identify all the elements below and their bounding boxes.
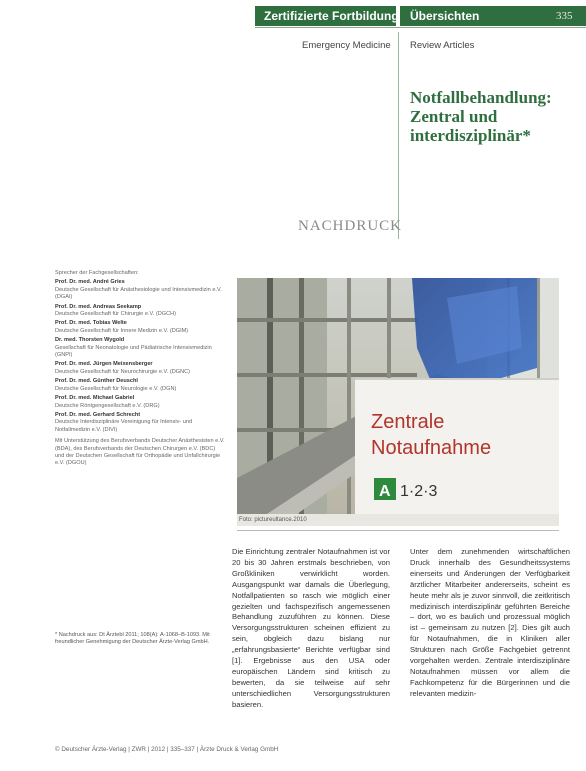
reprint-stamp: NACHDRUCK [298, 218, 403, 234]
column-divider [398, 32, 399, 239]
author-entry: Prof. Dr. med. Jürgen Meixensberger Deutsche Gesellschaft für Neurochirurgie e.V. (DGNC) [55, 361, 191, 375]
author-entry: Dr. med. Thorsten Wygold Gesellschaft für Neonatologie und Pädiatrische Intensivmedizin (GNPI) [55, 337, 212, 359]
sign-letter: A [379, 483, 391, 500]
author-entry: Prof. Dr. med. Tobias Welte Deutsche Gesellschaft für Innere Medizin e.V. (DGIM) [55, 320, 189, 334]
author-heading: Sprecher der Fachgesellschaften: [55, 270, 139, 276]
author-entry: Prof. Dr. med. Gerhard Schrecht Deutsche Interdisziplinäre Vereinigung für Intensiv- und Notfallmedizin e.V. (DIVI) [55, 411, 193, 433]
author-entry: Prof. Dr. med. Michael Gabriel Deutsche Röntgengesellschaft e.V. (DRG) [55, 395, 160, 409]
page-footer: © Deutscher Ärzte-Verlag | ZWR | 2012 | 335–337 | Ärzte Druck & Verlag GmbH [55, 746, 279, 753]
support-note: Mit Unterstützung des Berufsverbands Deutscher Anästhesisten e.V. (BDA), des Berufsverbands der Deutschen Chirurgen e.V. (BDC) und der Deutschen Gesellschaft für Orthopädie und Unfallchirurgie e.V. (DGOU) [55, 438, 225, 467]
author-list [55, 270, 225, 468]
author-entry: Prof. Dr. med. Andreas Seekamp Deutsche Gesellschaft für Chirurgie e.V. (DGCH) [55, 303, 177, 318]
page-header [0, 0, 586, 28]
sign-text-line2: Notaufnahme [371, 437, 492, 459]
photo-illustration [237, 278, 559, 514]
photo-caption: Foto: pictureultance.2010 [237, 514, 559, 526]
caption-rule [237, 530, 559, 531]
author-entry: Prof. Dr. med. André Gries Deutsche Gesellschaft für Anästhesiologie und Intensivmedizin e.V. (DGAI) [55, 279, 222, 301]
article-photo [237, 278, 559, 514]
author-entry: Prof. Dr. med. Günther Deuschl Deutsche Gesellschaft für Neurologie e.V. (DGN) [55, 378, 177, 392]
page-number: 335 [556, 10, 573, 22]
subheader-english: Emergency Medicine [302, 40, 391, 51]
body-column-2: Unter dem zunehmenden wirtschaftlichen Druck innerhalb des Gesundheitssystems einerseits und Änderungen der Verfügbarkeit ärztlicher Mitarbeiter andererseits, scheint es heute mehr als je zuvor sinnvoll, die zeitkritisch medizinisch interdisziplinär geführten Bereiche – dort, wo es baulich und prozessual möglich ist – gemeinsam zu nutzen [2]. Dies gilt auch für Notaufnahmen, die in Kliniken aller Strukturen nach Größe Fachgebiet getrennt vorgehalten werden. Zentrale interdisziplinäre Notaufnahmen müssen vor allem die Fachkompetenz für die Bürgerinnen und die relevanten medizin- [410, 547, 570, 698]
header-rule [255, 27, 586, 28]
section-label-left: Zertifizierte Fortbildung [264, 9, 399, 23]
footnote: * Nachdruck aus: Dt Ärztebl 2011; 108(A): A-1068–B-1093. Mit freundlicher Genehmigung der Deutscher Ärzte-Verlag GmbH. [55, 632, 210, 646]
sign-numbers: 1·2·3 [400, 483, 438, 500]
article-title: Notfallbehandlung: Zentral und interdisziplinär* [410, 88, 552, 145]
section-label-right: Übersichten [410, 9, 480, 23]
sign-text-line1: Zentrale [371, 411, 445, 433]
body-column-1: Die Einrichtung zentraler Notaufnahmen ist vor 20 bis 30 Jahren erstmals beschrieben, von Großkliniken verwirklicht worden. Ausgangspunkt war damals die Überlegung, Notfallpatienten so rasch wie möglich einer gezielten und fachspezifisch angemessenen Behandlung zuzuführen zu können. Diese Versorgungsstrukturen scheinen effizient zu sein, obgleich dazu bislang nur „erfahrungsbasierte“ Berichte verfügbar sind [1]. Ergebnisse aus den USA oder europäischen Ländern sind kritisch zu bewerten, da sie teilweise auf sehr unterschiedlichen Versorgungsstrukturen basieren. [232, 547, 390, 709]
subheader-type: Review Articles [410, 40, 475, 51]
